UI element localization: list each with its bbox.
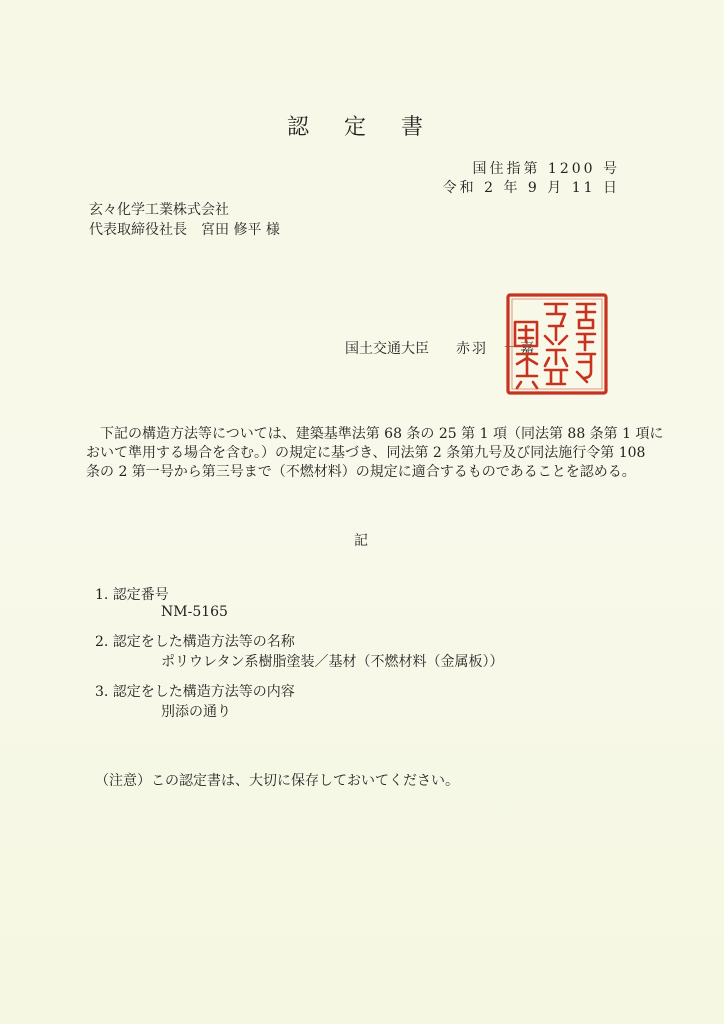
document-date: 令和 2 年 9 月 11 日 [442,180,620,196]
document-title: 認 定 書 [287,115,437,140]
ki-heading: 記 [354,533,368,549]
document-number: 国住指第 1200 号 [472,161,620,177]
body-line: 条の 2 第一号から第三号まで（不燃材料）の規定に適合するものであることを認める。 [86,464,636,480]
item-label-method-content: 3. 認定をした構造方法等の内容 [95,684,295,700]
seal-graphic [505,292,609,396]
recipient-representative: 代表取締役社長 宮田 修平 様 [89,222,280,238]
storage-note: （注意）この認定書は、大切に保存しておいてください。 [95,773,459,789]
issuer-title: 国土交通大臣 [345,341,429,357]
body-line: 下記の構造方法等については、建築基準法第 68 条の 25 第 1 項（同法第 88 条第 1 項に [100,426,664,442]
issuer-name: 赤羽 一嘉 [456,341,536,357]
recipient-company: 玄々化学工業株式会社 [89,202,229,218]
certification-body [86,425,664,482]
official-seal-stamp [505,292,609,396]
item-value-method-name: ポリウレタン系樹脂塗装／基材（不燃材料（金属板）） [161,654,504,670]
item-label-certification-number: 1. 認定番号 [95,587,169,603]
body-line: おいて準用する場合を含む。）の規定に基づき、同法第 2 条第九号及び同法施行令第 108 [86,445,646,461]
item-value-certification-number: NM-5165 [161,604,228,620]
item-label-method-name: 2. 認定をした構造方法等の名称 [95,634,295,650]
item-value-method-content: 別添の通り [161,704,231,720]
